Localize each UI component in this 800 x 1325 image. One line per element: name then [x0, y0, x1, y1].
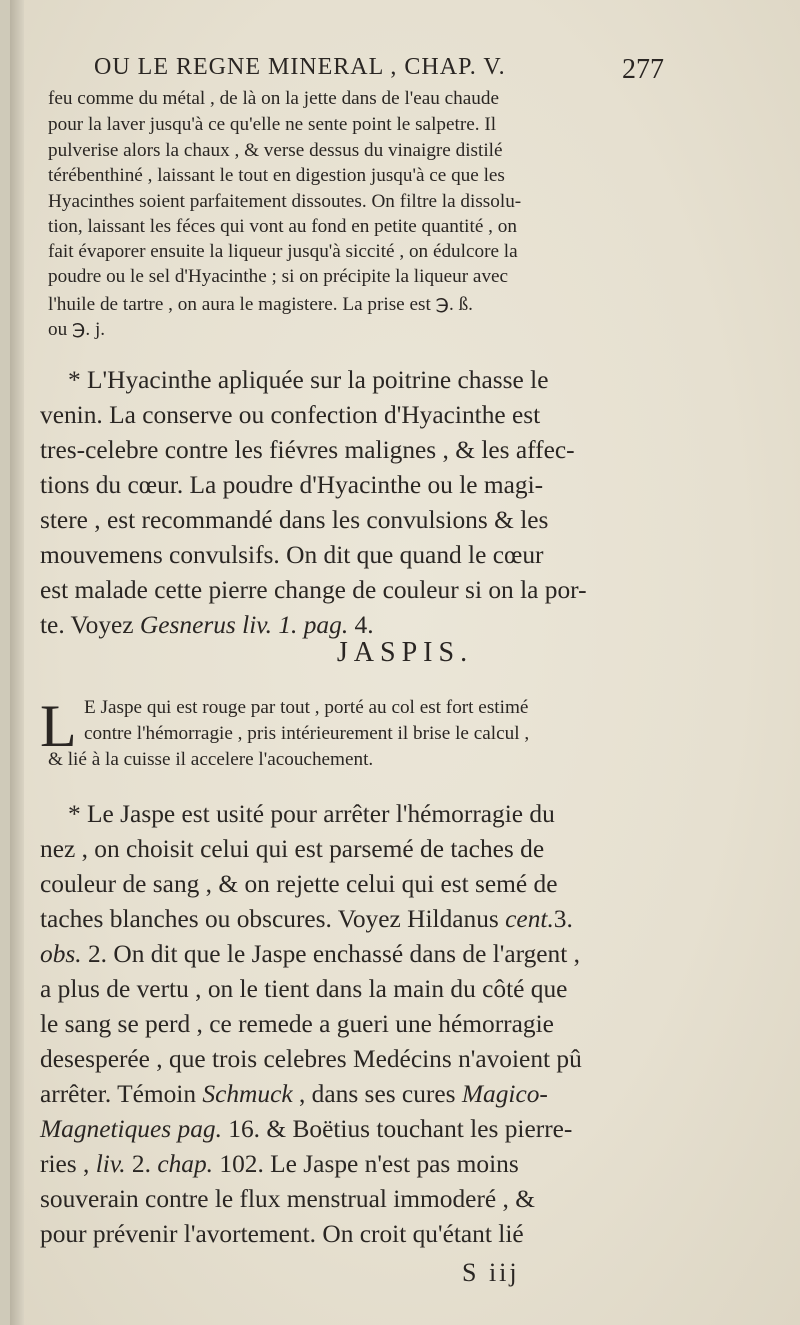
- text-line: Hyacinthes soient parfaitement dissoutes. On filtre la dissolu-: [48, 191, 522, 212]
- text-line: obs. 2. On dit que le Jaspe enchassé dans de l'argent ,: [40, 940, 581, 968]
- text-line: nez , on choisit celui qui est parsemé de taches de: [40, 835, 545, 863]
- running-title: OU LE REGNE MINERAL , CHAP. V.: [94, 54, 506, 80]
- text-line: térébenthiné , laissant le tout en digestion jusqu'à ce que les: [48, 165, 505, 186]
- text-line: Magnetiques pag. 16. & Boëtius touchant les pierre-: [40, 1115, 573, 1143]
- text-line: est malade cette pierre change de couleur si on la por-: [40, 576, 587, 604]
- text-line: ou ℈. j.: [48, 319, 106, 340]
- text-line: * Le Jaspe est usité pour arrêter l'hémorragie du: [68, 800, 555, 828]
- text-line: pulverise alors la chaux , & verse dessus du vinaigre distilé: [48, 140, 503, 161]
- text-line: tres-celebre contre les fiévres malignes , & les affec-: [40, 436, 575, 464]
- page-number: 277: [622, 54, 664, 85]
- text-line: fait évaporer ensuite la liqueur jusqu'à siccité , on édulcore la: [48, 241, 518, 262]
- text-line: poudre ou le sel d'Hyacinthe ; si on précipite la liqueur avec: [48, 266, 509, 287]
- text-line: venin. La conserve ou confection d'Hyacinthe est: [40, 401, 541, 429]
- text-line: arrêter. Témoin Schmuck , dans ses cures Magico-: [40, 1080, 548, 1108]
- book-page: [10, 0, 800, 1325]
- text-line: pour prévenir l'avortement. On croit qu'étant lié: [40, 1220, 524, 1248]
- text-line: tions du cœur. La poudre d'Hyacinthe ou le magi-: [40, 471, 544, 499]
- text-line: a plus de vertu , on le tient dans la main du côté que: [40, 975, 568, 1003]
- text-line: le sang se perd , ce remede a gueri une hémorragie: [40, 1010, 554, 1038]
- text-line: pour la laver jusqu'à ce qu'elle ne sente point le salpetre. Il: [48, 114, 497, 135]
- text-line: feu comme du métal , de là on la jette dans de l'eau chaude: [48, 88, 499, 109]
- text-line: te. Voyez Gesnerus liv. 1. pag. 4.: [40, 611, 374, 639]
- text-line: & lié à la cuisse il accelere l'acouchement.: [48, 749, 374, 770]
- citation-italic: Gesnerus liv. 1. pag.: [139, 611, 349, 639]
- signature-mark: S iij: [462, 1258, 520, 1287]
- section-heading: JASPIS.: [336, 637, 474, 668]
- text-line: contre l'hémorragie , pris intérieurement il brise le calcul ,: [84, 723, 530, 744]
- text-line: couleur de sang , & on rejette celui qui est semé de: [40, 870, 558, 898]
- text-line: l'huile de tartre , on aura le magistere. La prise est ℈. ß.: [48, 294, 473, 315]
- text-line: desesperée , que trois celebres Medécins n'avoient pû: [40, 1045, 582, 1073]
- text-line: * L'Hyacinthe apliquée sur la poitrine chasse le: [68, 366, 549, 394]
- text-line: stere , est recommandé dans les convulsions & les: [40, 506, 549, 534]
- text-line: E Jaspe qui est rouge par tout , porté au col est fort estimé: [84, 697, 529, 718]
- text-line: tion, laissant les féces qui vont au fond en petite quantité , on: [48, 216, 517, 237]
- text-line: souverain contre le flux menstrual immoderé , &: [40, 1185, 535, 1213]
- text-line: taches blanches ou obscures. Voyez Hildanus cent.3.: [40, 905, 573, 933]
- text-line: mouvemens convulsifs. On dit que quand le cœur: [40, 541, 544, 569]
- text-line: ries , liv. 2. chap. 102. Le Jaspe n'est pas moins: [40, 1150, 519, 1178]
- drop-cap: L: [40, 693, 77, 759]
